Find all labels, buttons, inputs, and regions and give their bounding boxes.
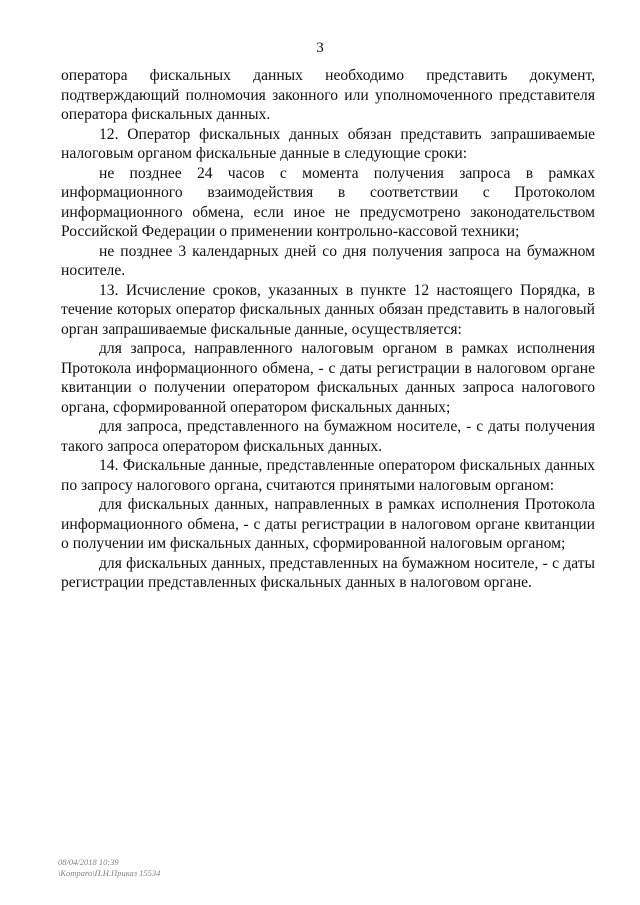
paragraph: 12. Оператор фискальных данных обязан представить запрашиваемые налоговым органом фискальные данные в следующие сроки:: [61, 125, 595, 162]
paragraph: не позднее 24 часов с момента получения запроса в рамках информационного взаимодействия в соответствии с Протоколом информационного обмена, если иное не предусмотрено законодательством Российской Федерации о применении контрольно-кассовой техники;: [61, 164, 595, 240]
paragraph: оператора фискальных данных необходимо представить документ, подтверждающий полномочия законного или уполномоченного представителя оператора фискальных данных.: [61, 67, 595, 123]
paragraph: не позднее 3 календарных дней со дня получения запроса на бумажном носителе.: [61, 242, 595, 279]
paragraph: для фискальных данных, представленных на бумажном носителе, - с даты регистрации представленных фискальных данных в налоговом органе.: [61, 554, 595, 591]
paragraph: 14. Фискальные данные, представленные оператором фискальных данных по запросу налогового органа, считаются принятыми налоговым органом:: [61, 457, 595, 494]
footer-path: \Komparo\П.Н.Приказ 15534: [58, 868, 161, 878]
paragraph: для запроса, представленного на бумажном носителе, - с даты получения такого запроса оператором фискальных данных.: [61, 418, 595, 455]
paragraph: 13. Исчисление сроков, указанных в пункте 12 настоящего Порядка, в течение которых оператор фискальных данных обязан представить в налоговый орган запрашиваемые фискальные данные, осуществляется:: [61, 281, 595, 338]
document-body: [61, 66, 595, 593]
paragraph: для запроса, направленного налоговым органом в рамках исполнения Протокола информационного обмена, - с даты регистрации в налоговом органе квитанции о получении оператором фискальных данных запроса налогового органа, сформированной оператором фискальных данных;: [61, 340, 595, 416]
paragraph: для фискальных данных, направленных в рамках исполнения Протокола информационного обмена, - с даты регистрации в налоговом органе квитанции о получении им фискальных данных, сформированной налоговым органом;: [61, 496, 595, 552]
footer-date: 08/04/2018 10:39: [58, 857, 119, 867]
page-number: 3: [316, 40, 324, 56]
file-footer: [58, 857, 160, 879]
